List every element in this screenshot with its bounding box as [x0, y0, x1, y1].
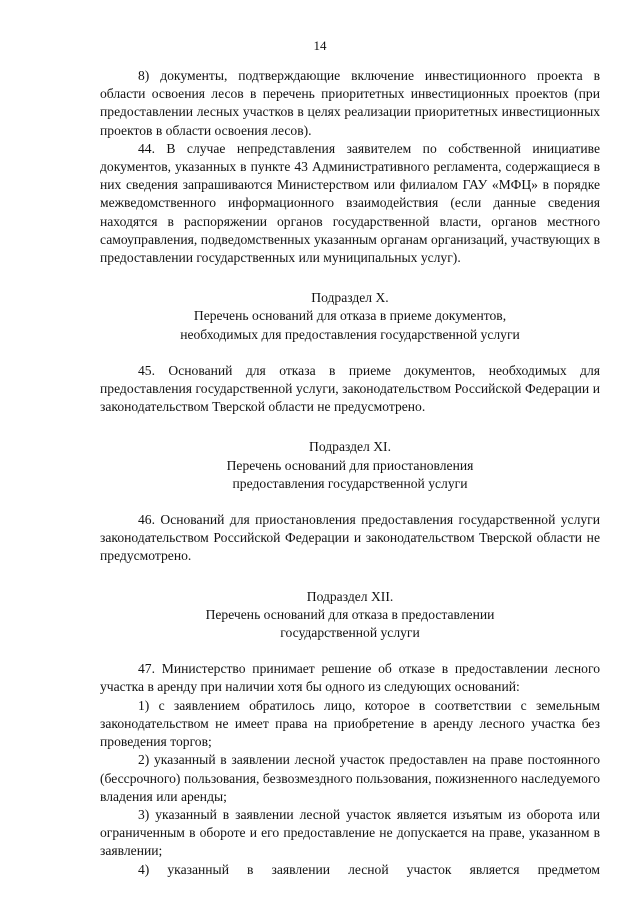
paragraph-item-8: 8) документы, подтверждающие включение инвестиционного проекта в области освоения лесов в перечень приоритетных инвестиционных проектов (при предоставлении лесных участков в целях реализации приоритетных инвестиционных проектов в области освоения лесов). [100, 68, 600, 138]
paragraph-47-item-2: 2) указанный в заявлении лесной участок предоставлен на праве постоянного (бессрочного) пользования, безвозмездного пользования, пожизненного наследуемого владения или аренды; [100, 752, 600, 804]
section-xii-subtitle-line1: Перечень оснований для отказа в предоставлении [205, 606, 495, 622]
section-xi-subtitle-line2: предоставления государственной услуги [232, 475, 468, 491]
section-x-heading [100, 289, 600, 344]
page-number: 14 [313, 38, 327, 53]
paragraph-46: 46. Оснований для приостановления предоставления государственной услуги законодательством Российской Федерации и законодательством Тверской области не предусмотрено. [100, 512, 600, 564]
paragraph-47-item-3: 3) указанный в заявлении лесной участок является изъятым из оборота или ограниченным в обороте и его предоставление не допускается на праве, указанном в заявлении; [100, 806, 600, 859]
paragraph-47-item-4: 4) указанный в заявлении лесной участок является предметом [138, 861, 600, 877]
section-xi-subtitle-line1: Перечень оснований для приостановления [226, 457, 474, 473]
paragraph-47-item-1: 1) с заявлением обратилось лицо, которое в соответствии с земельным законодательством не имеет права на приобретение в аренду лесного участка без проведения торгов; [100, 697, 600, 750]
section-x-subtitle-line2: необходимых для предоставления государственной услуги [180, 326, 520, 342]
section-xii-subtitle-line2: государственной услуги [280, 625, 420, 641]
section-x-title: Подраздел X. [311, 290, 389, 306]
section-x-subtitle-line1: Перечень оснований для отказа в приеме документов, [193, 308, 507, 324]
section-xi-heading [100, 438, 600, 493]
paragraph-45: 45. Оснований для отказа в приеме документов, необходимых для предоставления государственной услуги, законодательством Российской Федерации и законодательством Тверской области не предусмотрено. [100, 362, 600, 415]
section-xii-title: Подраздел XII. [306, 588, 394, 604]
paragraph-47-intro: 47. Министерство принимает решение об отказе в предоставлении лесного участка в аренду при наличии хотя бы одного из следующих оснований: [100, 661, 600, 695]
section-xii-heading [100, 588, 600, 643]
paragraph-44: 44. В случае непредставления заявителем по собственной инициативе документов, указанных в пункте 43 Административного регламента, содержащиеся в них сведения запрашиваются Министерством или филиалом ГАУ «МФЦ» в порядке межведомственного информационного взаимодействия (если данные сведения находятся в распоряжении органов государственной власти, органов местного самоуправления, подведомственных указанным органам организаций, участвующих в предоставлении государственных или муниципальных услуг). [100, 140, 600, 266]
section-xi-title: Подраздел XI. [309, 439, 391, 455]
document-body [100, 67, 600, 879]
